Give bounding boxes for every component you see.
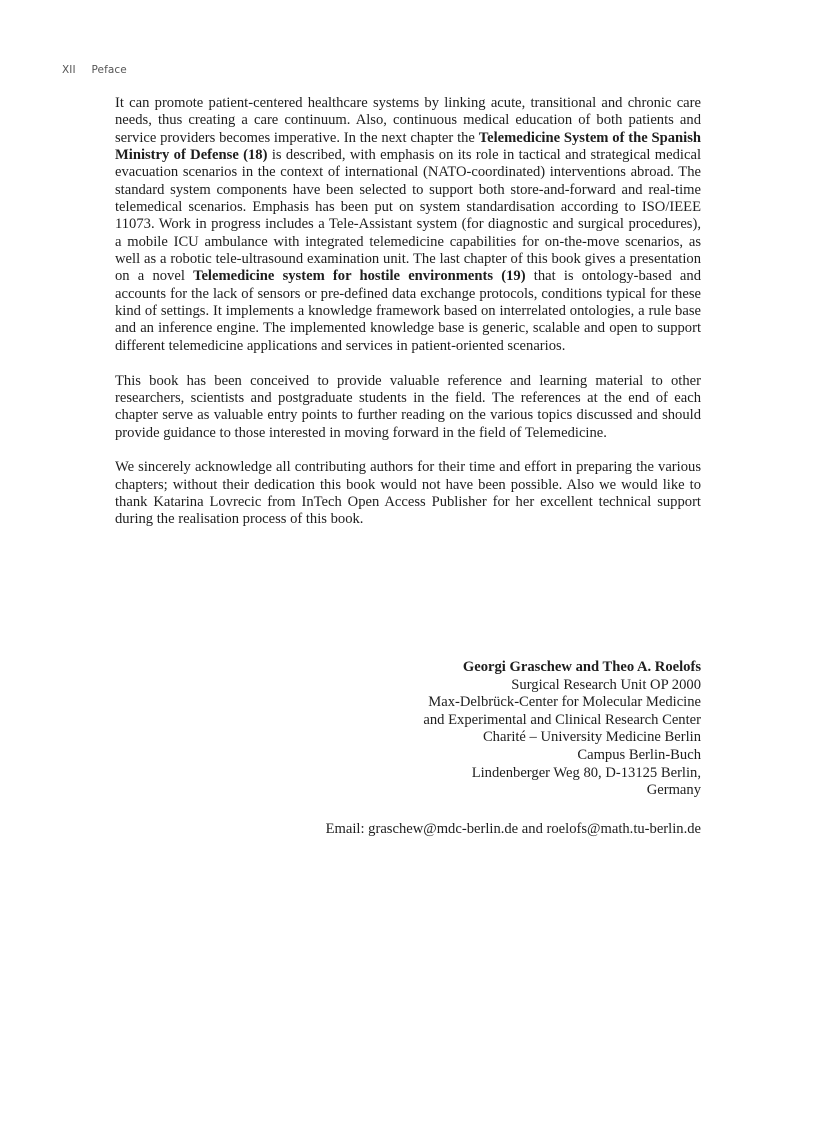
paragraph-text: is described, with emphasis on its role in tactical and strategical medical evacuation scenarios in the context of international (NATO-coordinated) interventions abroad. The standard system components have been selected to support both store-and-forward and real-time telemedical scenarios. Emphasis has been put on system standardisation according to ISO/IEEE 11073. Work in progress includes a Tele-Assistant system (for diagnostic and surgical procedures), a mobile ICU ambulance with integrated telemedicine capabilities for on-the-move scenarios, as well as a robotic tele-ultrasound examination unit. The last chapter of this book gives a presentation on a novel	[115, 147, 701, 285]
body-text	[115, 95, 701, 546]
address-line: Charité – University Medicine Berlin	[482, 729, 701, 746]
signature-block	[423, 659, 701, 800]
address-line: and Experimental and Clinical Research Center	[423, 711, 701, 728]
authors-name: Georgi Graschew and Theo A. Roelofs	[462, 659, 701, 675]
address-line: Germany	[646, 782, 701, 799]
running-head	[62, 64, 127, 76]
address-line: Max-Delbrück-Center for Molecular Medicine	[428, 694, 701, 711]
paragraph-chapter-summaries	[115, 95, 701, 355]
paragraph-text: that is ontology-based and accounts for the lack of sensors or pre-defined data exchange protocols, conditions typical for these kind of settings. It implements a knowledge framework based on interrelated ontologies, a rule base and an inference engine. The implemented knowledge base is generic, scalable and open to support different telemedicine applications and services in patient-oriented scenarios.	[115, 268, 701, 354]
email-line: Email: graschew@mdc-berlin.de and roelofs@math.tu-berlin.de	[325, 821, 701, 837]
paragraph-text: It can promote patient-centered healthcare systems by linking acute, transitional and chronic care needs, thus creating a care continuum. Also, continuous medical education of both patients and service providers becomes imperative. In the next chapter the	[115, 95, 701, 146]
chapter-title-18: Telemedicine System of the Spanish Ministry of Defense (18)	[115, 129, 702, 164]
address-line: Lindenberger Weg 80, D-13125 Berlin,	[471, 764, 701, 781]
page-number: XII	[62, 64, 76, 76]
running-head-title: Peface	[91, 64, 127, 76]
paragraph-acknowledgements: We sincerely acknowledge all contributing authors for their time and effort in preparing the various chapters; without their dedication this book would not have been possible. Also we would like to thank Katarina Lovrecic from InTech Open Access Publisher for her excellent technical support during the realisation process of this book.	[115, 459, 701, 528]
chapter-title-19: Telemedicine system for hostile environments (19)	[193, 268, 526, 285]
address-line: Surgical Research Unit OP 2000	[511, 676, 701, 693]
address-line: Campus Berlin-Buch	[577, 746, 701, 763]
paragraph-book-purpose: This book has been conceived to provide valuable reference and learning material to other researchers, scientists and postgraduate students in the field. The references at the end of each chapter serve as valuable entry points to further reading on the various topics discussed and should provide guidance to those interested in moving forward in the field of Telemedicine.	[115, 372, 701, 441]
